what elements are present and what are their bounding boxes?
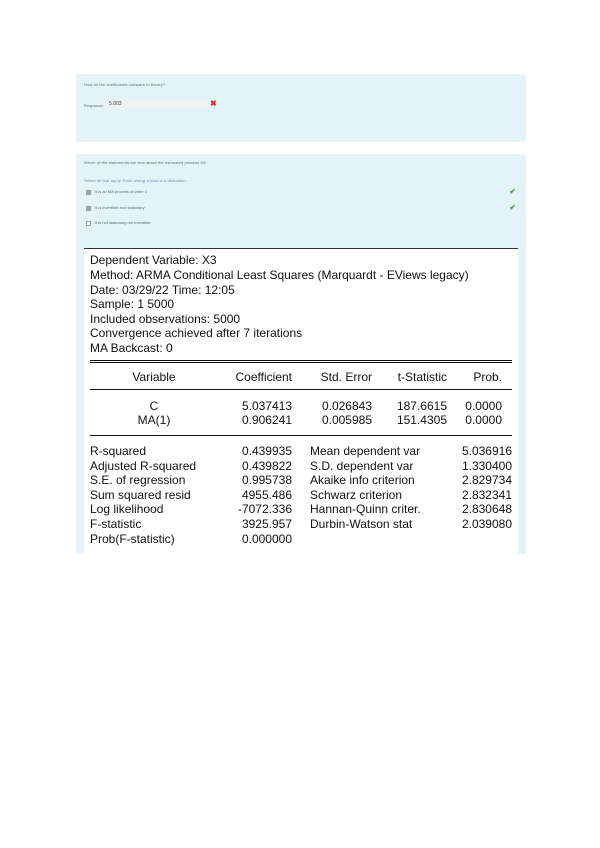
option-3[interactable] <box>86 220 516 228</box>
stat-value: 0.000000 <box>241 532 292 546</box>
option-2[interactable] <box>86 205 516 213</box>
table-top-rule <box>90 360 512 363</box>
question-2-prompt: Which of the statements are true about the estimated process X3: <box>84 160 207 165</box>
col-header-coefficient: Coefficient <box>235 370 292 384</box>
eviews-output-panel <box>76 246 526 554</box>
table-row-coefficient: 0.906241 <box>241 413 292 427</box>
stat-value: 0.439822 <box>241 459 292 473</box>
check-icon: ✔ <box>509 203 516 212</box>
stat-value: 4955.486 <box>241 488 292 502</box>
option-2-label: It is invertible and stationary <box>95 205 145 210</box>
table-row-prob: 0.0000 <box>465 413 502 427</box>
header-convergence: Convergence achieved after 7 iterations <box>90 326 303 340</box>
table-stats-rule <box>90 435 512 436</box>
table-row-std-error: 0.005985 <box>321 413 372 427</box>
table-row-coefficient: 5.037413 <box>241 399 292 413</box>
checkbox-option-2[interactable] <box>86 206 91 211</box>
col-header-variable: Variable <box>132 370 176 384</box>
stat-label: Sum squared resid <box>90 488 191 502</box>
header-method: Method: ARMA Conditional Least Squares (Marquardt - EViews legacy) <box>90 268 469 282</box>
check-icon: ✔ <box>509 187 516 196</box>
header-sample: Sample: 1 5000 <box>90 297 175 311</box>
stat-value: 2.829734 <box>461 473 512 487</box>
stat-value: 3925.957 <box>241 517 292 531</box>
stat-value: 2.832341 <box>461 488 512 502</box>
stat-label: Akaike info criterion <box>310 473 415 487</box>
stat-value: 2.830648 <box>461 502 512 516</box>
stat-label: S.D. dependent var <box>310 459 414 473</box>
table-row-std-error: 0.026843 <box>321 399 372 413</box>
stat-label: Prob(F-statistic) <box>90 532 175 546</box>
stat-label: F-statistic <box>90 517 142 531</box>
question-1-prompt: How do the coefficients compare to theory? <box>84 82 166 87</box>
table-row-variable: C <box>149 399 159 413</box>
question-2-instruction: Select all that apply. Each wrong choice is a deduction. <box>84 178 187 183</box>
stat-value: 5.036916 <box>461 444 512 458</box>
table-row-t-statistic: 187.6615 <box>396 399 447 413</box>
stat-label: Durbin-Watson stat <box>310 517 413 531</box>
table-row-variable: MA(1) <box>137 413 171 427</box>
stat-label: Hannan-Quinn criter. <box>310 502 421 516</box>
stat-label: R-squared <box>90 444 147 458</box>
answer-label: Response: <box>84 103 105 108</box>
col-header-t-statistic: t-Statistic <box>397 370 447 384</box>
option-1[interactable] <box>86 189 516 197</box>
stat-label: S.E. of regression <box>90 473 186 487</box>
header-backcast: MA Backcast: 0 <box>90 341 173 355</box>
stat-label: Mean dependent var <box>310 444 421 458</box>
question-1-panel <box>76 74 526 142</box>
stat-value: 1.330400 <box>461 459 512 473</box>
col-header-prob: Prob. <box>473 370 502 384</box>
stat-label: Adjusted R-squared <box>90 459 197 473</box>
stat-value: -7072.336 <box>237 502 292 516</box>
checkbox-option-1[interactable] <box>86 190 91 195</box>
option-1-label: It is an MA process of order 1 <box>95 189 148 194</box>
stat-value: 0.439935 <box>241 444 292 458</box>
stat-label: Schwarz criterion <box>310 488 403 502</box>
col-header-std-error: Std. Error <box>320 370 372 384</box>
header-observations: Included observations: 5000 <box>90 312 241 326</box>
table-row-prob: 0.0000 <box>465 399 502 413</box>
option-3-label: It is not stationary nor invertible <box>95 220 151 225</box>
table-header-rule <box>90 389 512 390</box>
stat-label: Log likelihood <box>90 502 164 516</box>
checkbox-option-3[interactable] <box>86 221 91 226</box>
header-date: Date: 03/29/22 Time: 12:05 <box>90 283 235 297</box>
cross-icon: ✖ <box>210 99 217 108</box>
stat-value: 2.039080 <box>461 517 512 531</box>
stat-value: 0.995738 <box>241 473 292 487</box>
answer-input[interactable] <box>106 100 206 108</box>
header-dependent-variable: Dependent Variable: X3 <box>90 253 217 267</box>
table-row-t-statistic: 151.4305 <box>396 413 447 427</box>
eviews-output <box>84 248 518 555</box>
question-2-panel <box>76 154 526 246</box>
